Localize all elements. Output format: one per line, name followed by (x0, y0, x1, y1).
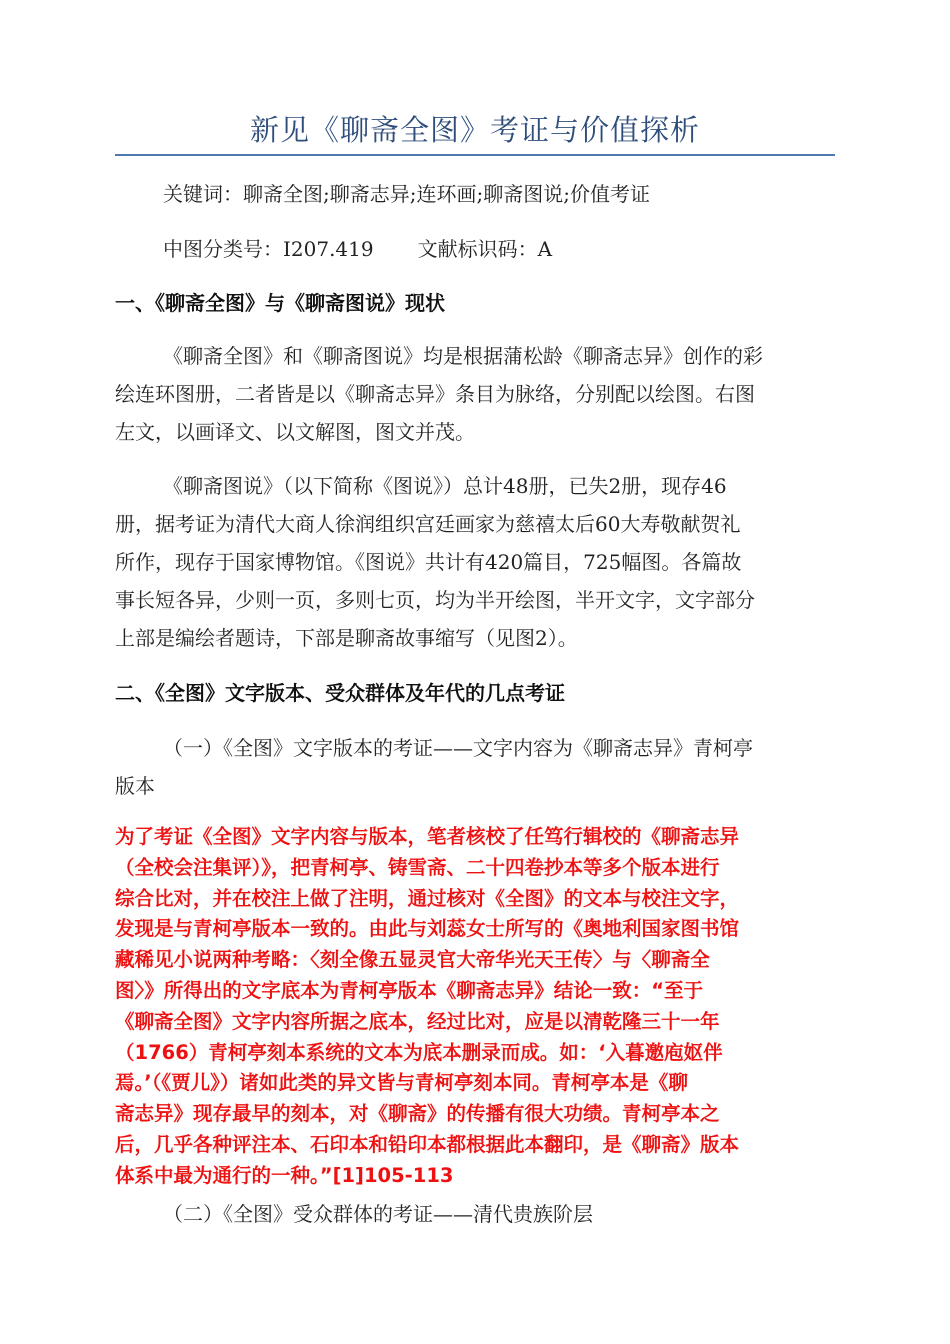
title-underline (115, 154, 835, 156)
paragraph-1-line: 绘连环图册，二者皆是以《聊斋志异》条目为脉络，分别配以绘图。右图 (115, 382, 755, 406)
highlighted-paragraph-line: 斋志异》现存最早的刻本，对《聊斋》的传播有很大功绩。青柯亭本之 (115, 1102, 720, 1125)
keywords-line: 关键词：聊斋全图;聊斋志异;连环画;聊斋图说;价值考证 (163, 182, 650, 206)
highlighted-paragraph-line: 综合比对，并在校注上做了注明，通过核对《全图》的文本与校注文字， (115, 887, 740, 910)
highlighted-paragraph-line: 焉。’（《贾儿》）诸如此类的异文皆与青柯亭刻本同。青柯亭本是《聊 (115, 1071, 688, 1094)
highlighted-paragraph-line: 为了考证《全图》文字内容与版本，笔者核校了任笃行辑校的《聊斋志异 (115, 825, 740, 848)
document-title: 新见《聊斋全图》考证与价值探析 (249, 113, 700, 147)
highlighted-paragraph-line: （全校会注集评）》，把青柯亭、铸雪斋、二十四卷抄本等多个版本进行 (115, 856, 720, 879)
paragraph-2-line: 册，据考证为清代大商人徐润组织宫廷画家为慈禧太后60大寿敬献贺礼 (115, 512, 741, 536)
document-code: 文献标识码：A (417, 237, 553, 261)
highlighted-paragraph-line: 图〉》所得出的文字底本为青柯亭版本《聊斋志异》结论一致：“至于 (115, 979, 704, 1002)
highlighted-paragraph-line: 《聊斋全图》文字内容所据之底本，经过比对，应是以清乾隆三十一年 (115, 1010, 720, 1033)
highlighted-paragraph-line: 体系中最为通行的一种。”[1]105-113 (115, 1164, 454, 1187)
subsection-1-heading-line: （一）《全图》文字版本的考证——文字内容为《聊斋志异》青柯亭 (163, 736, 753, 760)
section-1-heading: 一、《聊斋全图》与《聊斋图说》现状 (115, 291, 445, 315)
paragraph-2-line: 所作，现存于国家博物馆。《图说》共计有420篇目，725幅图。各篇故 (115, 550, 742, 574)
paragraph-1-line: 《聊斋全图》和《聊斋图说》均是根据蒲松龄《聊斋志异》创作的彩 (163, 344, 763, 368)
classification-code: 中图分类号：I207.419 (163, 237, 374, 261)
highlighted-paragraph-line: 后，几乎各种评注本、石印本和铅印本都根据此本翻印，是《聊斋》版本 (115, 1133, 740, 1156)
classification-line (163, 230, 883, 268)
highlighted-paragraph-line: 发现是与青柯亭版本一致的。由此与刘蕊女士所写的《奥地利国家图书馆 (115, 917, 740, 940)
section-2-heading: 二、《全图》文字版本、受众群体及年代的几点考证 (115, 681, 565, 705)
paragraph-2-line: 《聊斋图说》（以下简称《图说》）总计48册，已失2册，现存46 (163, 474, 727, 498)
paragraph-2-line: 上部是编绘者题诗，下部是聊斋故事缩写（见图2）。 (115, 626, 578, 650)
highlighted-paragraph-line: （1766）青柯亭刻本系统的文本为底本删录而成。如：‘入暮邀庖妪伴 (115, 1041, 723, 1064)
subsection-2-heading: （二）《全图》受众群体的考证——清代贵族阶层 (163, 1202, 593, 1226)
highlighted-paragraph-line: 藏稀见小说两种考略：〈刻全像五显灵官大帝华光天王传〉与〈聊斋全 (115, 948, 710, 971)
paragraph-1-line: 左文，以画译文、以文解图，图文并茂。 (115, 420, 475, 444)
subsection-1-heading-line: 版本 (115, 774, 155, 798)
paragraph-2-line: 事长短各异，少则一页，多则七页，均为半开绘图，半开文字，文字部分 (115, 588, 755, 612)
